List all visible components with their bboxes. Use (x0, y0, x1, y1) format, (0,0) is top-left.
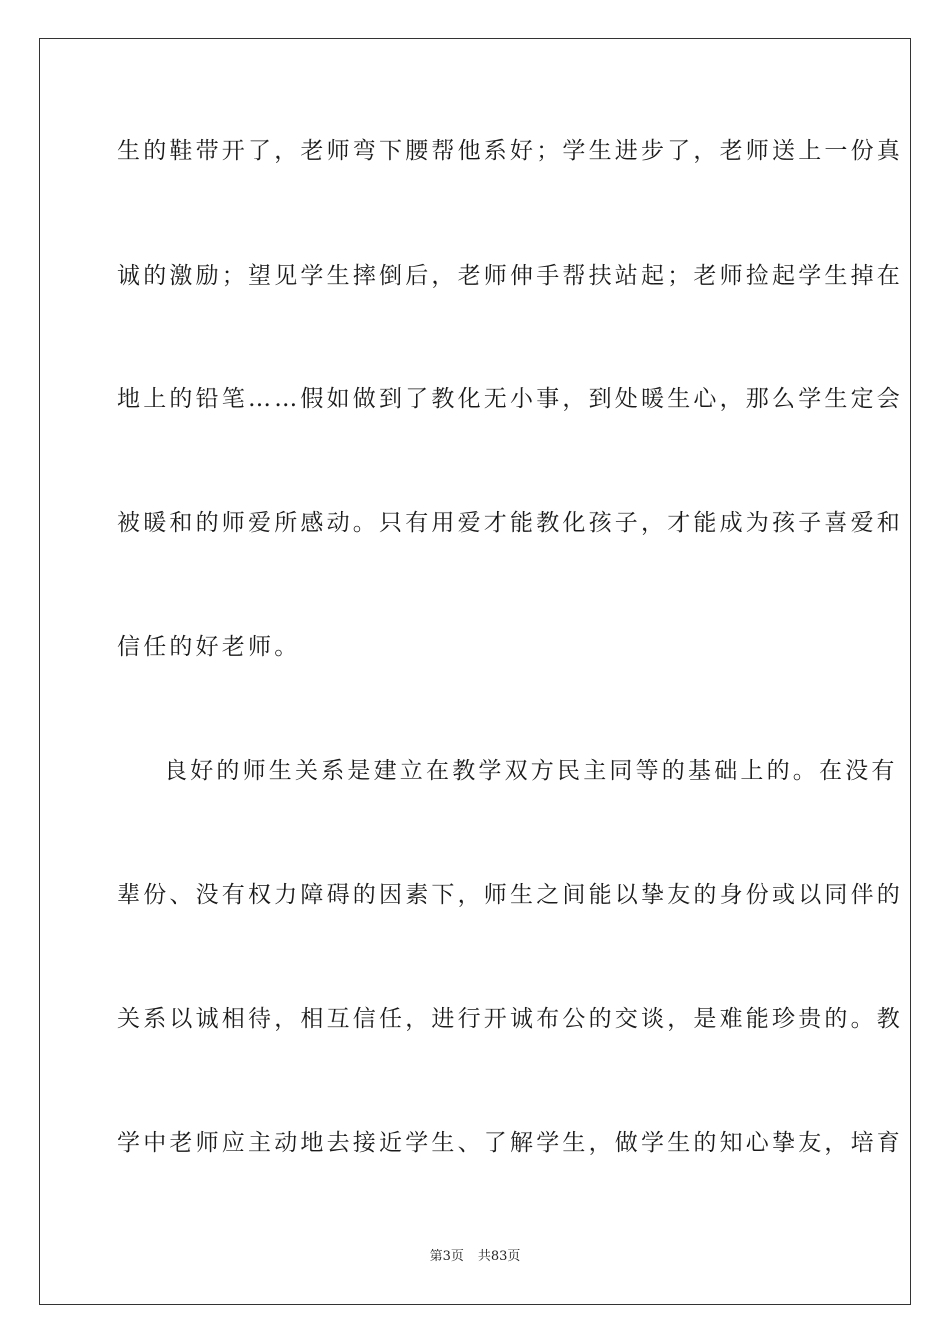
page-border (39, 38, 911, 1305)
paragraph-line: 诚的激励；望见学生摔倒后，老师伸手帮扶站起；老师捡起学生掉在 (117, 263, 903, 289)
paragraph-line: 关系以诚相待，相互信任，进行开诚布公的交谈，是难能珍贵的。教 (117, 1006, 903, 1032)
paragraph-line: 良好的师生关系是建立在教学双方民主同等的基础上的。在没有 (164, 758, 898, 784)
total-pages: 共83页 (477, 1249, 521, 1264)
paragraph-line: 生的鞋带开了，老师弯下腰帮他系好；学生进步了，老师送上一份真 (117, 138, 903, 164)
page-footer (0, 1248, 950, 1266)
paragraph-line: 地上的铅笔……假如做到了教化无小事，到处暖生心，那么学生定会 (117, 386, 903, 412)
paragraph-line: 学中老师应主动地去接近学生、了解学生，做学生的知心挚友，培育 (117, 1130, 903, 1156)
page-number: 第3页 (429, 1249, 464, 1264)
paragraph-line: 被暖和的师爱所感动。只有用爱才能教化孩子，才能成为孩子喜爱和 (117, 510, 903, 536)
paragraph-line: 辈份、没有权力障碍的因素下，师生之间能以挚友的身份或以同伴的 (117, 882, 903, 908)
paragraph-line: 信任的好老师。 (117, 634, 301, 660)
